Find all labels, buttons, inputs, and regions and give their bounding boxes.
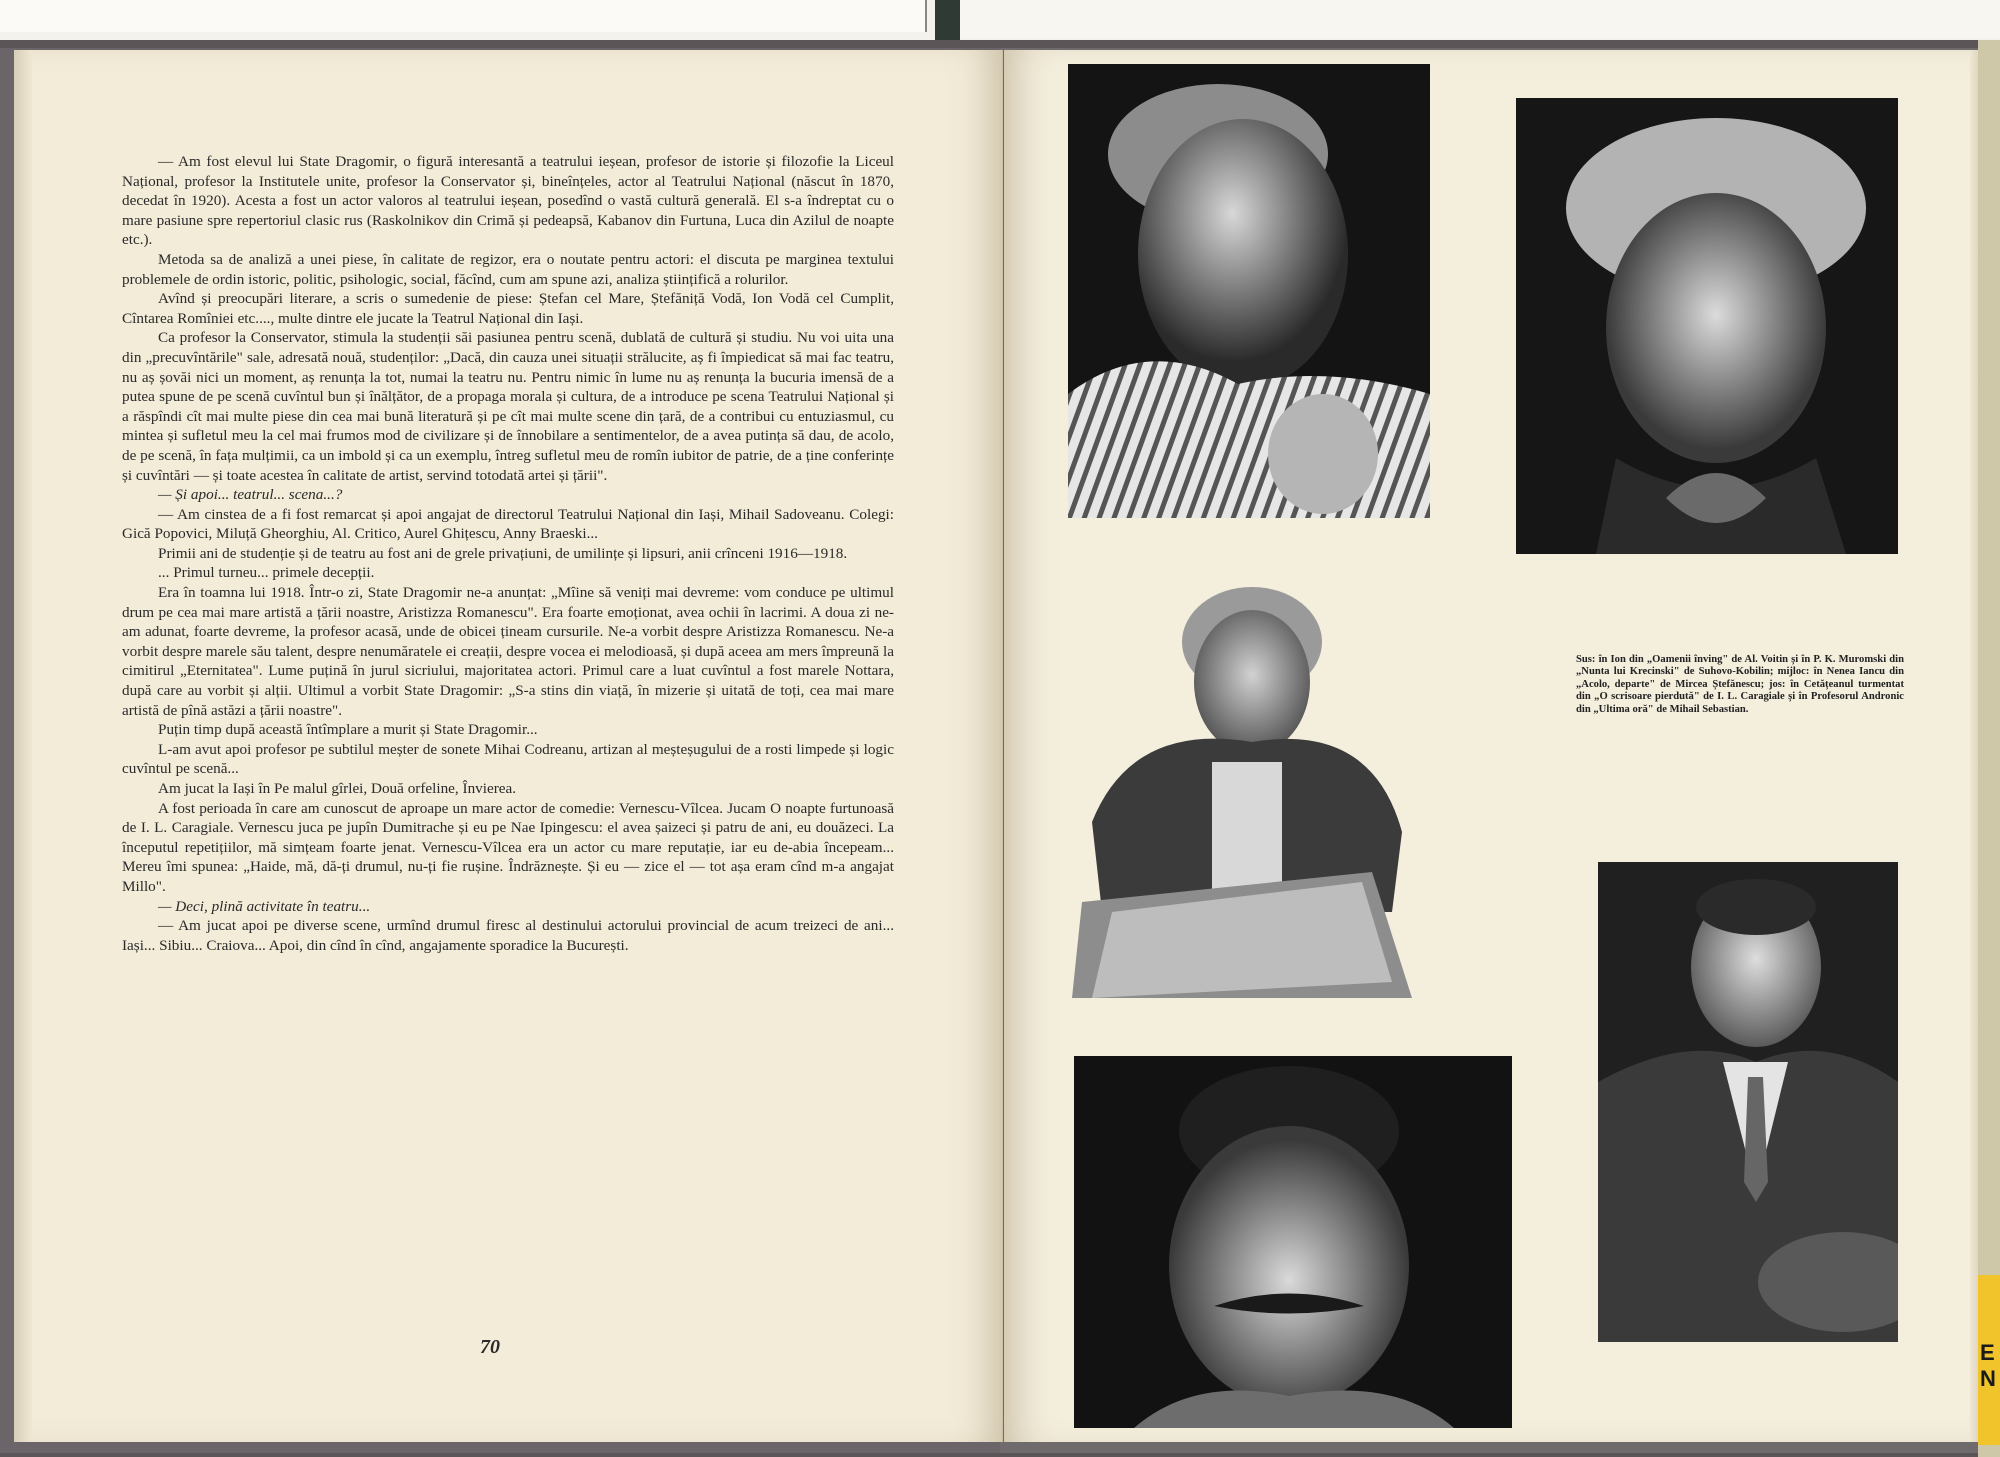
- paragraph: L-am avut apoi profesor pe subtilul meșter de sonete Mihai Codreanu, artizan al meșteșugului de a rosti limpede și logic cuvîntul pe scenă...: [122, 740, 894, 778]
- page-number: 70: [480, 1336, 500, 1358]
- paragraph: ... Primul turneu... primele decepții.: [158, 564, 375, 582]
- adjacent-book-spine: [1978, 40, 2000, 1457]
- portrait-illustration: [1074, 1056, 1512, 1428]
- photo-nenea-iancu: [1072, 572, 1420, 998]
- portrait-illustration: [1598, 862, 1898, 1342]
- paragraph: Primii ani de studenție și de teatru au fost ani de grele privațiuni, de umilințe și lipsuri, anii crînceni 1916—1918.: [158, 544, 848, 562]
- paragraph: Era în toamna lui 1918. Într-o zi, State Dragomir ne-a anunțat: „Mîine să veniți mai devreme: vom conduce pe ultimul drum pe cea mai mare artistă a țării noastre, Aristizza Romanescu". Era foarte emoționat, avea ochii în lacrimi. A doua zi ne-am adunat, foarte devreme, la profesor acasă, unde de obicei țineam cursurile. Ne-a vorbit despre Aristizza Romanescu. Ne-a vorbit despre marele său talent, despre nenumăratele ei creații, despre vocea ei melodioasă, și după aceea am mers împreună la cimitirul „Eternitatea". Lume puțină în jurul sicriului, majoritatea actori. Primul care a luat cuvîntul a fost marele Nottara, după care au vorbit și alții. Ultimul a vorbit State Dragomir: „S-a stins din viață, în mizerie și uitată de toți, cea mai mare artistă de pînă astăzi a țării noastre".: [122, 584, 894, 719]
- photo-muromski: [1516, 98, 1898, 554]
- paragraph: Puțin timp după această întîmplare a murit și State Dragomir...: [158, 721, 538, 739]
- photo-andronic: [1598, 862, 1898, 1342]
- article-text: [122, 152, 894, 955]
- paragraph: — Am cinstea de a fi fost remarcat și apoi angajat de directorul Teatrului Național din Iași, Mihail Sadoveanu. Colegi: Gică Popovici, Miluță Gheorghiu, Al. Critico, Aurel Ghițescu, Anny Braeski...: [122, 505, 894, 543]
- scan-paper-tab: [0, 0, 927, 32]
- spine-label-text: E N: [1980, 1340, 1996, 1391]
- photo-caption: Sus: în Ion din „Oamenii înving" de Al. Voitin și în P. K. Muromski din „Nunta lui Krecinski" de Suhovo-Kobilin; mijloc: în Nenea Iancu din „Acolo, departe" de Mircea Ștefănescu; jos: în Cetățeanul turmentat din „O scrisoare pierdută" de I. L. Caragiale și în Profesorul Andronic din „Ultima oră" de Mihail Sebastian.: [1576, 654, 1904, 715]
- paragraph: A fost perioada în care am cunoscut de aproape un mare actor de comedie: Vernescu-Vîlcea. Jucam O noapte furtunoasă de I. L. Caragiale. Vernescu juca pe jupîn Dumitrache și eu pe Nae Ipingescu: el avea șaizeci și patru de ani, eu douăzeci. La începutul repetițiilor, mă simțeam foarte jenat. Vernescu-Vîlcea era un actor cu mare reputație, iar eu de-abia începeam... Mereu îmi spunea: „Haide, mă, dă-ți drumul, nu-ți fie rușine. Îndrăznește. Și eu — zice el — tot așa eram cînd m-a angajat Millo".: [122, 799, 894, 895]
- paragraph: Metoda sa de analiză a unei piese, în calitate de regizor, era o noutate pentru actori: el discuta pe marginea textului problemele de ordin istoric, politic, psihologic, social, făcînd, cum am spune azi, analiza științifică a rolurilor.: [122, 250, 894, 288]
- paragraph: Am jucat la Iași în Pe malul gîrlei, Două orfeline, Învierea.: [158, 780, 517, 797]
- photo-ion: [1068, 64, 1430, 518]
- portrait-illustration: [1072, 572, 1420, 998]
- paragraph-question: — Deci, plină activitate în teatru...: [158, 897, 371, 915]
- paragraph: — Am jucat apoi pe diverse scene, urmînd drumul firesc al destinului actorului provincial de acum treizeci de ani... Iași... Sibiu... Craiova... Apoi, din cînd în cînd, angajamente sporadice la București.: [122, 917, 894, 954]
- paragraph-question: — Și apoi... teatrul... scena...?: [158, 486, 343, 504]
- portrait-illustration: [1516, 98, 1898, 554]
- paragraph: Avînd și preocupări literare, a scris o sumedenie de piese: Ștefan cel Mare, Ștefăniță Vodă, Ion Vodă cel Cumplit, Cîntarea Romîniei etc...., multe dintre ele jucate la Teatrul Național din Iași.: [122, 290, 894, 327]
- photo-cetateanul: [1074, 1056, 1512, 1428]
- portrait-illustration: [1068, 64, 1430, 518]
- paragraph: Ca profesor la Conservator, stimula la studenții săi pasiunea pentru scenă, dublată de cultură și studiu. Nu voi uita una din „precuvîntările" sale, adresată nouă, studenților: „Dacă, din cauza unei situații strălucite, aș fi împiedicat să mai fac teatru, nu aș șovăi nici un moment, aș renunța la tot, numai la teatru nu. Pentru nimic în lume nu aș renunța la bucuria imensă de a putea spune de pe scenă cuvîntul bun și înălțător, de a propaga morala și cultura, de a introduce pe scena Teatrului Național și a răspîndi cît mai multe piese din cea mai bună literatură și pe cît mai multe scene din țară, de a contribui cu entuziasmul, cu mintea și sufletul meu la cel mai frumos mod de civilizare și de înnobilare a sentimentelor, de a avea putința să dau, de acolo, de pe scenă, în fața mulțimii, ca un imbold și ca un exemplu, întreg sufletul meu de romîn iubitor de patrie, de a ține conferințe și cuvîntări — și toate acestea în calitate de artist, servind totodată artei și țării".: [122, 329, 894, 484]
- page-edge: [14, 50, 32, 1442]
- paragraph: — Am fost elevul lui State Dragomir, o figură interesantă a teatrului ieșean, profesor de istorie și filozofie la Liceul Național, profesor la Institutele unite, profesor la Conservator și, bineînțeles, actor al Teatrului Național (născut în 1870, decedat în 1920). Acesta a fost un actor valoros al teatrului ieșean, posedînd o vastă cultură generală. El s-a îndreptat cu o mare pasiune spre repertoriul clasic rus (Raskolnikov din Crimă și pedeapsă, Kabanov din Furtuna, Luca din Azilul de noapte etc.).: [122, 153, 894, 249]
